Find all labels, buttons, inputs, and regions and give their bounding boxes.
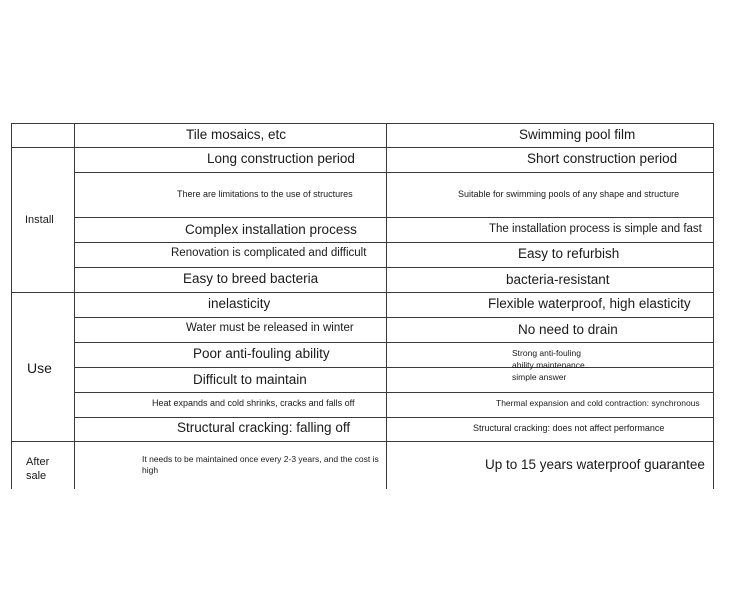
row-divider xyxy=(75,367,714,368)
row-1-right: Short construction period xyxy=(527,151,678,166)
table-top-border xyxy=(11,123,714,124)
row-9-left: Difficult to maintain xyxy=(193,372,307,387)
row-8-left: Poor anti-fouling ability xyxy=(193,346,330,361)
row-divider xyxy=(75,392,714,393)
row-divider xyxy=(75,417,714,418)
row-8-right-line-2: ability maintenance xyxy=(512,360,585,370)
row-8-right-line-3: simple answer xyxy=(512,372,567,382)
row-6-right: Flexible waterproof, high elasticity xyxy=(488,296,691,311)
table-right-border xyxy=(713,123,714,489)
row-7-left: Water must be released in winter xyxy=(186,322,354,334)
row-divider xyxy=(75,217,714,218)
row-12-left-line-2: high xyxy=(142,465,159,475)
row-4-left: Renovation is complicated and difficult xyxy=(171,247,367,259)
row-divider xyxy=(75,342,714,343)
row-3-left: Complex installation process xyxy=(185,222,357,237)
row-5-left: Easy to breed bacteria xyxy=(183,271,319,286)
middle-column-border xyxy=(386,123,387,489)
section-divider xyxy=(11,441,714,442)
section-divider xyxy=(11,292,714,293)
row-12-left-line-1: It needs to be maintained once every 2-3 years, and the cost is xyxy=(142,454,379,464)
row-11-left: Structural cracking: falling off xyxy=(177,420,351,435)
section-column-border xyxy=(74,123,75,489)
row-1-left: Long construction period xyxy=(207,151,355,166)
row-2-left: There are limitations to the use of structures xyxy=(177,189,353,199)
row-6-left: inelasticity xyxy=(208,296,271,311)
section-label-after-sale: After sale xyxy=(26,456,50,483)
row-10-right: Thermal expansion and cold contraction: synchronous xyxy=(496,398,700,408)
section-label-use: Use xyxy=(27,360,52,376)
row-10-left: Heat expands and cold shrinks, cracks and falls off xyxy=(152,398,355,408)
row-5-right: bacteria-resistant xyxy=(506,272,610,287)
section-label-install: Install xyxy=(25,214,54,226)
row-3-right: The installation process is simple and fast xyxy=(489,223,702,235)
row-11-right: Structural cracking: does not affect performance xyxy=(473,423,665,433)
row-8-right-line-1: Strong anti-fouling xyxy=(512,348,581,358)
row-divider xyxy=(75,317,714,318)
row-divider xyxy=(75,267,714,268)
header-col2-label: Swimming pool film xyxy=(519,127,636,142)
header-col1-label: Tile mosaics, etc xyxy=(186,127,287,142)
row-divider xyxy=(75,172,714,173)
row-12-right: Up to 15 years waterproof guarantee xyxy=(485,457,705,472)
header-bottom-border xyxy=(11,147,714,148)
row-divider xyxy=(75,242,714,243)
row-7-right: No need to drain xyxy=(518,322,618,337)
row-4-right: Easy to refurbish xyxy=(518,246,620,261)
table-left-border xyxy=(11,123,12,489)
row-2-right: Suitable for swimming pools of any shape and structure xyxy=(458,189,680,199)
